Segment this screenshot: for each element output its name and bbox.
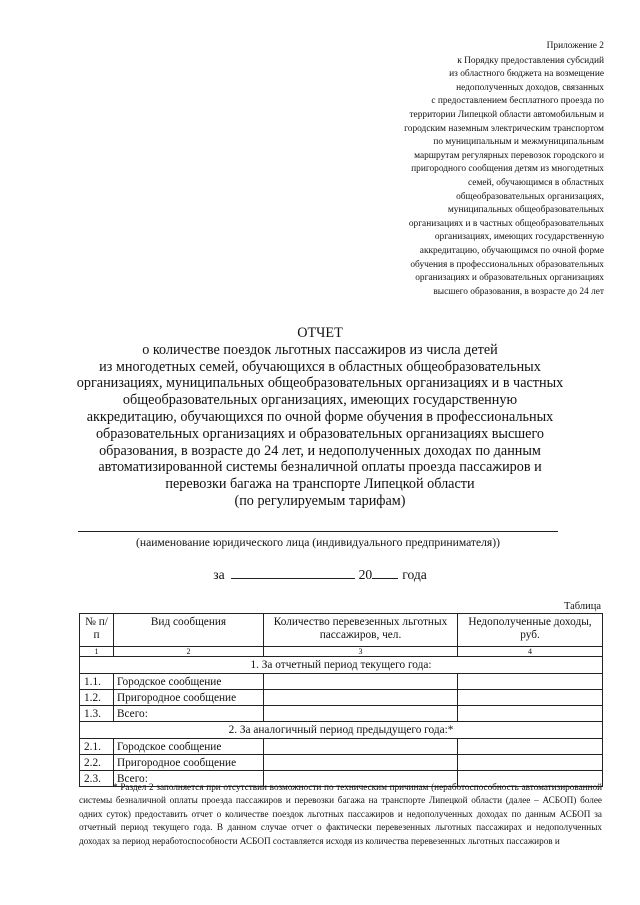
appendix-line: территории Липецкой области автомобильным и <box>409 109 604 120</box>
report-title-line: аккредитацию, обучающихся по очной форме обучения в профессиональных <box>86 408 554 425</box>
report-title-line: образовательных организациях и образовательных организациях высшего <box>95 425 545 442</box>
row-type: Всего: <box>114 771 264 787</box>
appendix-line: общеобразовательных организациях, <box>456 191 604 202</box>
row-type: Всего: <box>114 706 264 722</box>
row-count-cell[interactable] <box>264 739 458 755</box>
row-income-cell[interactable] <box>458 755 603 771</box>
column-index: 3 <box>264 647 458 657</box>
row-count-cell[interactable] <box>264 706 458 722</box>
column-index-row <box>80 647 603 657</box>
row-income-cell[interactable] <box>458 739 603 755</box>
period-suffix: года <box>402 567 427 582</box>
table-header-row <box>80 614 603 647</box>
appendix-line: городским наземным электрическим транспортом <box>404 123 604 134</box>
section-row <box>80 722 603 739</box>
appendix-line: организациях и в частных общеобразовательных <box>408 218 604 229</box>
row-type: Городское сообщение <box>114 739 264 755</box>
header-income: Недополученные доходы, руб. <box>458 614 603 647</box>
report-period <box>0 567 640 583</box>
section-title: 1. За отчетный период текущего года: <box>80 657 603 674</box>
entity-name-line[interactable] <box>78 531 558 532</box>
table-row <box>80 739 603 755</box>
report-title-line: общеобразовательных организациях, имеющих государственную <box>122 392 518 409</box>
row-number: 1.3. <box>80 706 114 722</box>
column-index: 1 <box>80 647 114 657</box>
report-title-block <box>40 325 600 510</box>
row-count-cell[interactable] <box>264 674 458 690</box>
row-count-cell[interactable] <box>264 755 458 771</box>
appendix-line: семей, обучающимся в областных <box>468 177 604 188</box>
footnote: * Раздел 2 заполняется при отсутствии возможности по техническим причинам (неработоспособность автоматизированной системы безналичной оплаты проезда пассажиров и перевозки багажа на транспорте Липецкой области (далее – АСБОП) более одних суток) предоставить отчет о количестве поездок льготных пассажиров и недополученных доходах по данным АСБОП за отчетный период текущего года. В данном случае отчет о фактически перевезенных льготных пассажирах и недополученных доходах за период неработоспособности АСБОП составляется исходя из количества перевезенных льготных пассажиров и <box>79 782 602 846</box>
row-income-cell[interactable] <box>458 706 603 722</box>
appendix-line: аккредитацию, обучающимся по очной форме <box>419 245 604 256</box>
column-index: 4 <box>458 647 603 657</box>
appendix-line: пригородного сообщения детям из многодетных <box>411 164 604 175</box>
appendix-line: из областного бюджета на возмещение <box>449 69 604 80</box>
year-blank-field[interactable] <box>372 567 398 579</box>
report-title-line: автоматизированной системы безналичной оплаты проезда пассажиров и <box>98 459 542 476</box>
section-title: 2. За аналогичный период предыдущего года:* <box>80 722 603 739</box>
header-num: № п/п <box>80 614 114 647</box>
report-title-line: образования, в возрасте до 24 лет, и недополученных доходах по данным <box>99 442 541 459</box>
section-row <box>80 657 603 674</box>
appendix-line: организациях, имеющих государственную <box>434 232 604 243</box>
period-blank-field[interactable] <box>231 567 355 579</box>
row-number: 1.1. <box>80 674 114 690</box>
report-title: ОТЧЕТ <box>297 325 343 341</box>
report-title-line: перевозки багажа на транспорте Липецкой области <box>165 476 475 493</box>
table-row <box>80 706 603 722</box>
report-title-line: (по регулируемым тарифам) <box>234 492 406 509</box>
row-number: 2.1. <box>80 739 114 755</box>
row-type: Пригородное сообщение <box>114 690 264 706</box>
report-table <box>79 613 603 787</box>
row-number: 2.2. <box>80 755 114 771</box>
row-count-cell[interactable] <box>264 690 458 706</box>
period-prefix: за <box>213 567 225 582</box>
appendix-line: муниципальных общеобразовательных <box>447 205 604 216</box>
report-title-line: о количестве поездок льготных пассажиров из числа детей <box>142 341 498 358</box>
row-income-cell[interactable] <box>458 690 603 706</box>
appendix-header <box>354 40 604 299</box>
row-type: Городское сообщение <box>114 674 264 690</box>
appendix-line: к Порядку предоставления субсидий <box>457 55 604 66</box>
row-number: 2.3. <box>80 771 114 787</box>
appendix-line: организациях и образовательных организациях <box>415 273 604 284</box>
appendix-label: Приложение 2 <box>546 41 604 51</box>
table-row <box>80 674 603 690</box>
appendix-line: с предоставлением бесплатного проезда по <box>431 96 604 107</box>
appendix-line: по муниципальным и межмуниципальным <box>433 137 604 148</box>
entity-name-caption: (наименование юридического лица (индивидуального предпринимателя)) <box>136 536 500 549</box>
row-type: Пригородное сообщение <box>114 755 264 771</box>
row-number: 1.2. <box>80 690 114 706</box>
table-label: Таблица <box>563 601 601 612</box>
period-year: 20 <box>358 567 373 582</box>
appendix-line: маршрутам регулярных перевозок городского и <box>414 150 604 161</box>
row-income-cell[interactable] <box>458 674 603 690</box>
table-row <box>80 690 603 706</box>
column-index: 2 <box>114 647 264 657</box>
report-title-line: организациях, муниципальных общеобразовательных организациях и в частных <box>76 375 564 392</box>
report-title-line: из многодетных семей, обучающихся в областных общеобразовательных <box>99 358 541 375</box>
table-row <box>80 755 603 771</box>
header-type: Вид сообщения <box>114 614 264 647</box>
appendix-line: высшего образования, в возрасте до 24 лет <box>433 286 604 297</box>
appendix-line: обучения в профессиональных образовательных <box>410 259 604 270</box>
header-count: Количество перевезенных льготных пассажиров, чел. <box>264 614 458 647</box>
appendix-line: недополученных доходов, связанных <box>456 82 604 93</box>
